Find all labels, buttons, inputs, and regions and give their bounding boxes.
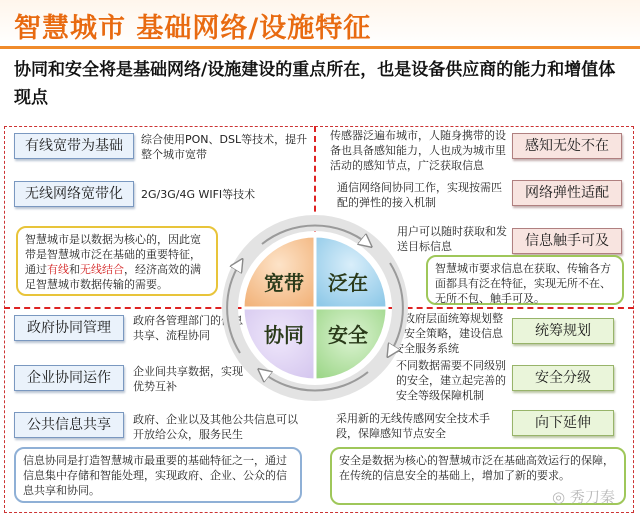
note-broadband-text: 智慧城市是以数据为核心的，因此宽带是智慧城市泛在基础的重要特征，通过 bbox=[25, 233, 201, 276]
label-wireless-broadband: 无线网络宽带化 bbox=[14, 181, 134, 207]
desc-wired-broadband: 综合使用PON、DSL等技术，提升整个城市宽带 bbox=[141, 133, 308, 161]
note-highlight-wired: 有线 bbox=[47, 263, 69, 276]
title-divider bbox=[0, 46, 640, 49]
label-public-info: 公共信息共享 bbox=[14, 412, 124, 438]
label-wired-broadband: 有线宽带为基础 bbox=[14, 133, 134, 159]
page-title: 智慧城市 基础网络/设施特征 bbox=[14, 13, 372, 44]
center-cycle-diagram bbox=[222, 208, 408, 408]
note-highlight-wireless: 无线结合 bbox=[80, 263, 124, 276]
label-info-reach: 信息触手可及 bbox=[512, 228, 622, 254]
cell-security: 安全 bbox=[328, 323, 368, 347]
label-network-elastic: 网络弹性适配 bbox=[512, 180, 622, 206]
desc-security-level: 不同数据需要不同级别的安全，建立起完善的安全等级保障机制 bbox=[396, 359, 506, 402]
desc-public-info: 政府、企业以及其他公共信息可以开放给公众，服务民生 bbox=[133, 413, 298, 441]
cell-ubiquity: 泛在 bbox=[328, 271, 368, 295]
label-security-level: 安全分级 bbox=[512, 365, 614, 391]
desc-planning: 从政府层面统筹规划整体安全策略，建设信息安全服务系统 bbox=[393, 312, 503, 355]
label-sensing: 感知无处不在 bbox=[512, 133, 622, 159]
watermark-text: 秀刀秦 bbox=[569, 488, 615, 506]
desc-wireless-broadband: 2G/3G/4G WIFI等技术 bbox=[141, 188, 256, 201]
label-gov-collab: 政府协同管理 bbox=[14, 315, 124, 341]
note-collaboration: 信息协同是打造智慧城市最重要的基础特征之一，通过信息集中存储和智能处理，实现政府、企业、公众的信息共享和协同。 bbox=[14, 447, 302, 503]
note-broadband bbox=[16, 226, 218, 296]
label-ent-collab: 企业协同运作 bbox=[14, 365, 124, 391]
desc-extend-down: 采用新的无线传感网安全技术手段，保障感知节点安全 bbox=[336, 412, 490, 440]
desc-ent-collab: 企业间共享数据，实现优势互补 bbox=[133, 365, 243, 393]
desc-sensing: 传感器泛遍布城市，人随身携带的设备也具备感知能力，人也成为城市里活动的感知节点，广泛获取信息 bbox=[330, 129, 506, 172]
cell-broadband: 宽带 bbox=[264, 271, 304, 295]
desc-info-reach: 用户可以随时获取和发送目标信息 bbox=[397, 225, 507, 253]
watermark-icon: ◎ bbox=[552, 488, 566, 506]
cell-collab: 协同 bbox=[264, 323, 304, 347]
note-security: 安全是数据为核心的智慧城市泛在基础高效运行的保障，在传统的信息安全的基础上，增加了新的要求。 bbox=[330, 447, 626, 505]
note-ubiquity: 智慧城市要求信息在获取、传输各方面都具有泛在特征，实现无所不在、无所不包、触手可及。 bbox=[426, 255, 624, 305]
note-broadband-text-mid: 和 bbox=[69, 263, 80, 276]
label-extend-down: 向下延伸 bbox=[512, 410, 614, 436]
desc-network-elastic: 通信网络间协同工作，实现按需匹配的弹性的接入机制 bbox=[337, 181, 502, 209]
note-broadband-text-end: ，经济高效的满足智慧城市数据传输的需要。 bbox=[25, 263, 201, 291]
page-subtitle: 协同和安全将是基础网络/设施建设的重点所在，也是设备供应商的能力和增值体现点 bbox=[14, 60, 616, 108]
desc-gov-collab: 政府各管理部门的信息共享、流程协同 bbox=[133, 314, 243, 342]
watermark bbox=[552, 486, 615, 507]
label-planning: 统筹规划 bbox=[512, 318, 614, 344]
